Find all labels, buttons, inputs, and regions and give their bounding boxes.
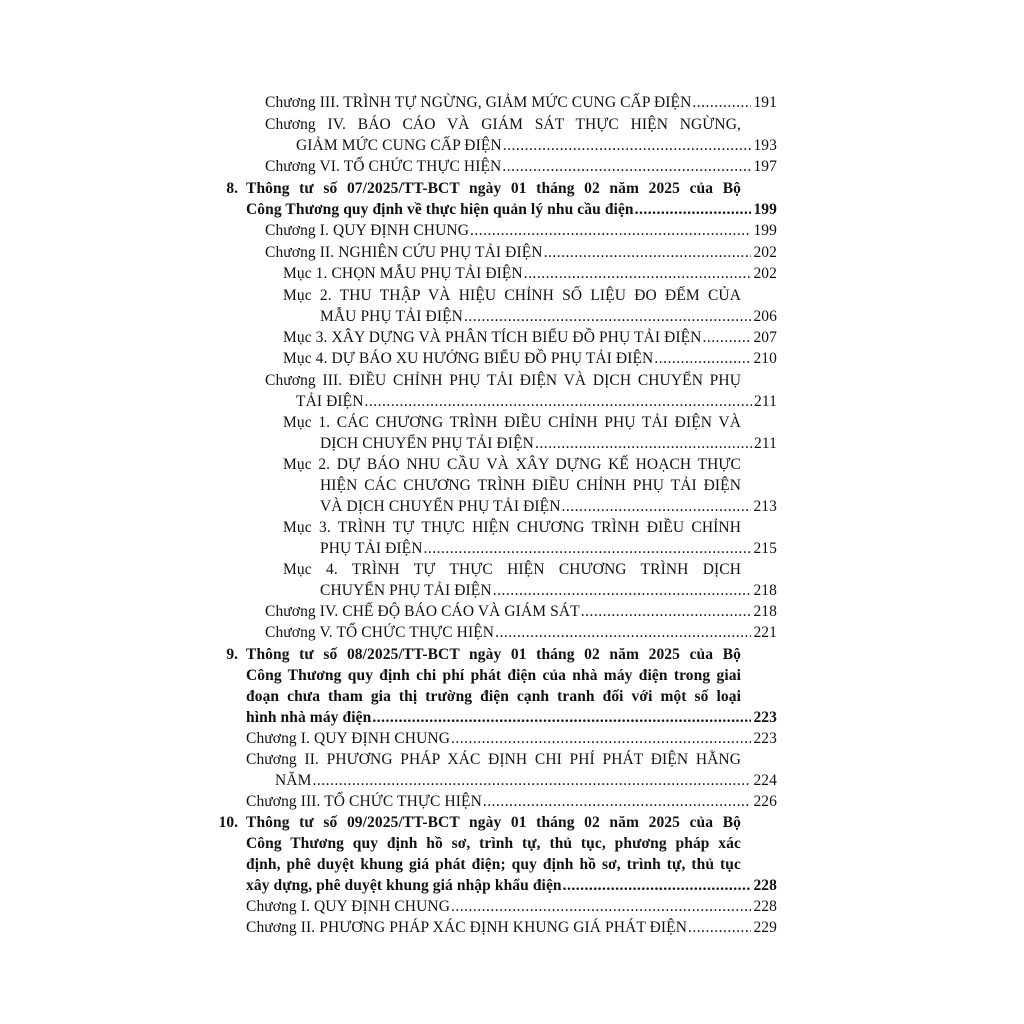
toc-heading[interactable]: Thông tư số 08/2025/TT-BCT ngày 01 tháng 02 năm 2025 của Bộ [246,646,741,663]
toc-entry-continued[interactable]: NĂM ..... 224 [275,770,777,791]
toc-entry-continued[interactable]: PHỤ TẢI ĐIỆN ..... 215 [320,538,777,559]
toc-entry[interactable]: Chương II. PHƯƠNG PHÁP XÁC ĐỊNH CHI PHÍ PHÁT ĐIỆN HẰNG [246,751,741,768]
toc-heading[interactable]: Thông tư số 09/2025/TT-BCT ngày 01 tháng 02 năm 2025 của Bộ [246,814,741,831]
toc-heading-continued[interactable]: đoạn chưa tham gia thị trường điện cạnh tranh đối với một số loại [246,688,741,705]
item-number: 8. [226,180,238,197]
toc-entry[interactable]: Mục 3. XÂY DỰNG VÀ PHÂN TÍCH BIỂU ĐỒ PHỤ TẢI ĐIỆN ..... 207 [283,327,777,348]
toc-heading-continued[interactable]: hình nhà máy điện ..... 223 [246,707,777,728]
toc-entry[interactable]: Chương I. QUY ĐỊNH CHUNG ..... 199 [265,220,777,241]
toc-entry[interactable]: Mục 1. CHỌN MẪU PHỤ TẢI ĐIỆN ..... 202 [283,263,777,284]
toc-entry[interactable]: Chương II. NGHIÊN CỨU PHỤ TẢI ĐIỆN ..... 202 [265,242,777,263]
toc-entry[interactable]: Chương III. TRÌNH TỰ NGỪNG, GIẢM MỨC CUNG CẤP ĐIỆN ..... 191 [265,92,777,113]
toc-entry[interactable]: Mục 4. DỰ BÁO XU HƯỚNG BIỂU ĐỒ PHỤ TẢI ĐIỆN ..... 210 [283,348,777,369]
toc-heading-continued[interactable]: Công Thương quy định về thực hiện quản lý nhu cầu điện ..... 199 [246,199,777,220]
toc-heading-continued[interactable]: xây dựng, phê duyệt khung giá nhập khẩu điện ..... 228 [246,875,777,896]
toc-entry[interactable]: Chương I. QUY ĐỊNH CHUNG ..... 228 [246,896,777,917]
toc-entry[interactable]: Chương I. QUY ĐỊNH CHUNG ..... 223 [246,728,777,749]
toc-entry-continued[interactable]: HIỆN CÁC CHƯƠNG TRÌNH ĐIỀU CHỈNH PHỤ TẢI ĐIỆN [320,477,741,494]
toc-entry[interactable]: Mục 1. CÁC CHƯƠNG TRÌNH ĐIỀU CHỈNH PHỤ TẢI ĐIỆN VÀ [283,414,741,431]
toc-entry-continued[interactable]: MẪU PHỤ TẢI ĐIỆN ..... 206 [320,306,777,327]
toc-entry[interactable]: Chương V. TỔ CHỨC THỰC HIỆN ..... 221 [265,622,777,643]
item-number: 9. [226,646,238,663]
toc-entry-continued[interactable]: TẢI ĐIỆN ..... 211 [296,391,777,412]
toc-entry[interactable]: Chương II. PHƯƠNG PHÁP XÁC ĐỊNH KHUNG GIÁ PHÁT ĐIỆN ..... 229 [246,917,777,938]
toc-entry[interactable]: Chương III. ĐIỀU CHỈNH PHỤ TẢI ĐIỆN VÀ DỊCH CHUYỂN PHỤ [265,372,741,389]
toc-entry-continued[interactable]: VÀ DỊCH CHUYỂN PHỤ TẢI ĐIỆN ..... 213 [320,496,777,517]
toc-entry[interactable]: Mục 2. DỰ BÁO NHU CẦU VÀ XÂY DỰNG KẾ HOẠCH THỰC [283,456,741,473]
toc-heading[interactable]: Thông tư số 07/2025/TT-BCT ngày 01 tháng 02 năm 2025 của Bộ [246,180,741,197]
toc-entry-continued[interactable]: DỊCH CHUYỂN PHỤ TẢI ĐIỆN ..... 211 [320,433,777,454]
toc-heading-continued[interactable]: định, phê duyệt khung giá phát điện; quy định hồ sơ, trình tự, thủ tục [246,856,741,873]
toc-heading-continued[interactable]: Công Thương quy định hồ sơ, trình tự, thủ tục, phương pháp xác [246,835,741,852]
toc-entry[interactable]: Chương VI. TỔ CHỨC THỰC HIỆN ..... 197 [265,156,777,177]
item-number: 10. [218,814,238,831]
toc-entry-continued[interactable]: CHUYỂN PHỤ TẢI ĐIỆN ..... 218 [320,580,777,601]
toc-entry[interactable]: Mục 3. TRÌNH TỰ THỰC HIỆN CHƯƠNG TRÌNH ĐIỀU CHỈNH [283,519,741,536]
toc-entry[interactable]: Chương IV. CHẾ ĐỘ BÁO CÁO VÀ GIÁM SÁT ..... 218 [265,601,777,622]
toc-heading-continued[interactable]: Công Thương quy định chi phí phát điện của nhà máy điện trong giai [246,667,741,684]
toc-entry[interactable]: Chương III. TỔ CHỨC THỰC HIỆN ..... 226 [246,791,777,812]
toc-entry-continued[interactable]: GIẢM MỨC CUNG CẤP ĐIỆN ..... 193 [296,135,777,156]
toc-entry[interactable]: Mục 4. TRÌNH TỰ THỰC HIỆN CHƯƠNG TRÌNH DỊCH [283,561,741,578]
toc-entry[interactable]: Chương IV. BÁO CÁO VÀ GIÁM SÁT THỰC HIỆN NGỪNG, [265,116,741,133]
toc-entry[interactable]: Mục 2. THU THẬP VÀ HIỆU CHỈNH SỐ LIỆU ĐO ĐẾM CỦA [283,287,741,304]
